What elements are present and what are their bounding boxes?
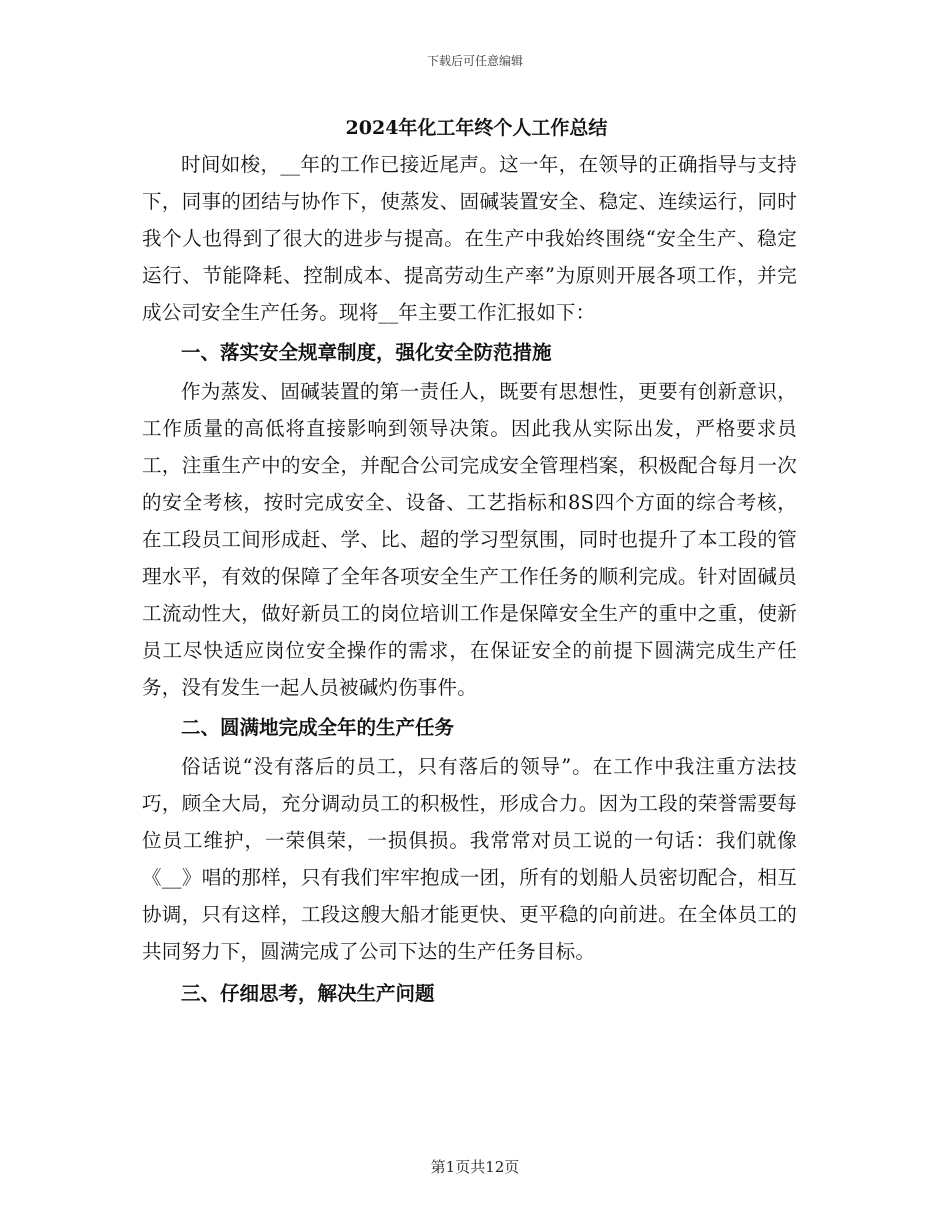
paragraph-production: 俗话说“没有落后的员工，只有落后的领导”。在工作中我注重方法技巧，顾全大局，充分调动员工的积极性，形成合力。因为工段的荣誉需要每位员工维护，一荣俱荣，一损俱损。我常常对员工说的一句话：我们就像《__》唱的那样，只有我们牢牢抱成一团，所有的划船人员密切配合，相互协调，只有这样，工段这艘大船才能更快、更平稳的向前进。在全体员工的共同努力下，圆满完成了公司下达的生产任务目标。	[142, 755, 797, 963]
section-heading-3: 三、仔细思考，解决生产问题	[181, 982, 435, 1005]
page-indicator: 第1页共12页	[430, 1158, 520, 1176]
document-body	[142, 110, 797, 1012]
section-heading-1: 一、落实安全规章制度，强化安全防范措施	[181, 341, 552, 364]
header-note: 下载后可任意编辑	[426, 54, 523, 68]
section-heading-2: 二、圆满地完成全年的生产任务	[181, 716, 455, 739]
paragraph-intro: 时间如梭，__年的工作已接近尾声。这一年，在领导的正确指导与支持下，同事的团结与协作下，使蒸发、固碱装置安全、稳定、连续运行，同时我个人也得到了很大的进步与提高。在生产中我始终围绕“安全生产、稳定运行、节能降耗、控制成本、提高劳动生产率”为原则开展各项工作，并完成公司安全生产任务。现将__年主要工作汇报如下：	[142, 153, 797, 324]
paragraph-safety: 作为蒸发、固碱装置的第一责任人，既要有思想性，更要有创新意识，工作质量的高低将直接影响到领导决策。因此我从实际出发，严格要求员工，注重生产中的安全，并配合公司完成安全管理档案，积极配合每月一次的安全考核，按时完成安全、设备、工艺指标和8S四个方面的综合考核，在工段员工间形成赶、学、比、超的学习型氛围，同时也提升了本工段的管理水平，有效的保障了全年各项安全生产工作任务的顺利完成。针对固碱员工流动性大，做好新员工的岗位培训工作是保障安全生产的重中之重，使新员工尽快适应岗位安全操作的需求，在保证安全的前提下圆满完成生产任务，没有发生一起人员被碱灼伤事件。	[142, 380, 797, 699]
document-title: 2024年化工年终个人工作总结	[345, 117, 608, 139]
